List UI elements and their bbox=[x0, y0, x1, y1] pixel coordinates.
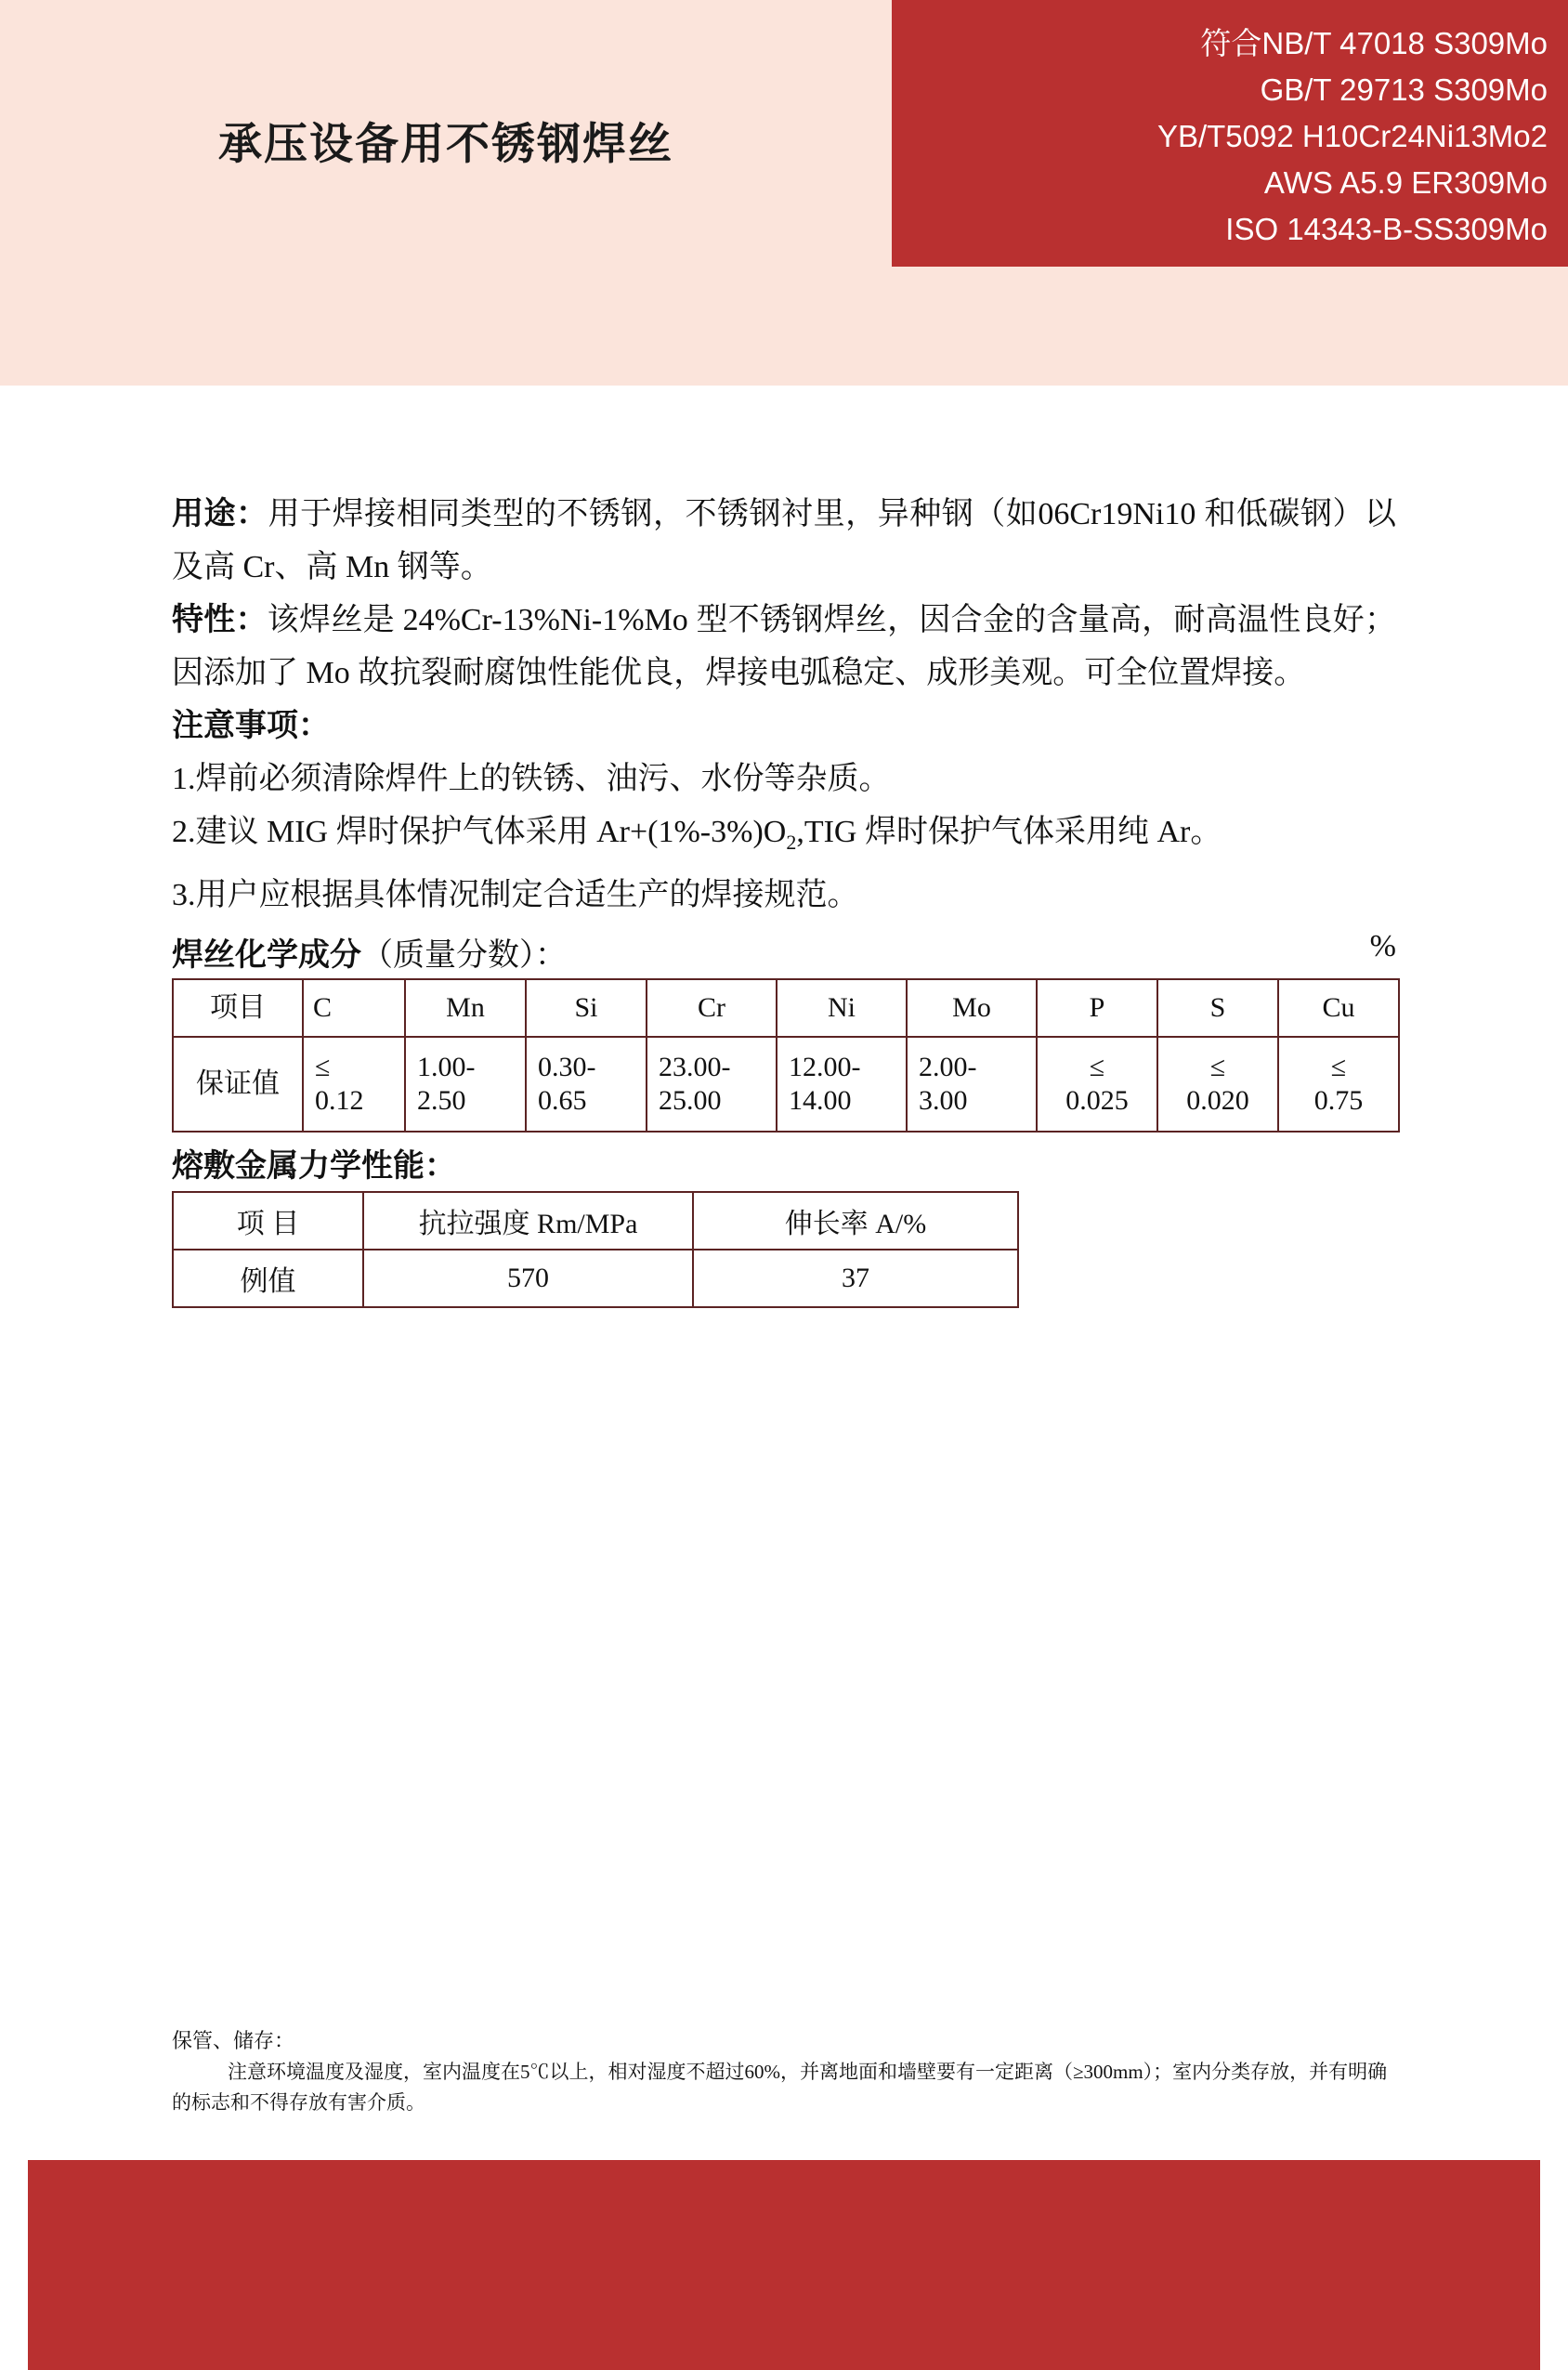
mech-section-title: 熔敷金属力学性能： bbox=[172, 1147, 456, 1184]
note-1: 1.焊前必须清除焊件上的铁锈、油污、水份等杂质。 bbox=[172, 762, 891, 796]
chem-header-s: S bbox=[1157, 979, 1278, 1037]
chem-value-cr bbox=[647, 1037, 777, 1132]
standard-line-4: AWS A5.9 ER309Mo bbox=[1263, 165, 1548, 200]
chem-header-mo: Mo bbox=[907, 979, 1037, 1037]
storage-note bbox=[172, 2025, 1398, 2118]
mech-value-elongation: 37 bbox=[693, 1250, 1018, 1307]
chem-value-p-bottom: 0.025 bbox=[1065, 1084, 1129, 1116]
chem-value-si-top: 0.30- bbox=[538, 1051, 596, 1082]
chem-header-ni: Ni bbox=[777, 979, 907, 1037]
chem-value-mn-top: 1.00- bbox=[417, 1051, 476, 1082]
chem-value-c-bottom: 0.12 bbox=[315, 1084, 364, 1116]
mech-header-elongation: 伸长率 A/% bbox=[693, 1192, 1018, 1250]
mech-row-label: 例值 bbox=[173, 1250, 363, 1307]
page-title: 承压设备用不锈钢焊丝 bbox=[218, 119, 673, 168]
chemical-composition-table bbox=[172, 978, 1400, 1133]
table-row bbox=[173, 979, 1399, 1037]
note-2-subscript: 2 bbox=[786, 830, 797, 854]
feature-block bbox=[0, 594, 1568, 700]
chem-value-ni-bottom: 14.00 bbox=[789, 1084, 852, 1116]
chem-table-wrap bbox=[0, 978, 1568, 1133]
note-3: 3.用户应根据具体情况制定合适生产的焊接规范。 bbox=[172, 877, 859, 912]
chem-value-cr-bottom: 25.00 bbox=[659, 1084, 722, 1116]
notes-label: 注意事项： bbox=[172, 708, 330, 743]
chem-value-p bbox=[1037, 1037, 1157, 1132]
chem-header-cr: Cr bbox=[647, 979, 777, 1037]
chem-header-si: Si bbox=[526, 979, 647, 1037]
chem-title-normal: （质量分数）： bbox=[361, 937, 567, 973]
chem-header-c: C bbox=[303, 979, 405, 1037]
standards-panel bbox=[892, 0, 1568, 267]
notes-block bbox=[0, 700, 1568, 922]
chem-value-c-top: ≤ bbox=[315, 1051, 331, 1082]
standard-line-1: 符合NB/T 47018 S309Mo bbox=[1200, 26, 1548, 60]
table-row bbox=[173, 1037, 1399, 1132]
table-row bbox=[173, 1192, 1018, 1250]
usage-paragraph bbox=[172, 488, 1396, 594]
storage-note-text: 注意环境温度及湿度，室内温度在5℃以上，相对湿度不超过60%，并离地面和墙壁要有一定距离（≥300mm）；室内分类存放，并有明确的标志和不得存放有害介质。 bbox=[172, 2061, 1388, 2114]
mech-header-item: 项 目 bbox=[173, 1192, 363, 1250]
mechanical-properties-table bbox=[172, 1191, 1019, 1308]
chem-value-ni bbox=[777, 1037, 907, 1132]
chem-header-cu: Cu bbox=[1278, 979, 1399, 1037]
usage-block bbox=[0, 386, 1568, 594]
chem-value-p-top: ≤ bbox=[1089, 1051, 1105, 1082]
mech-table-wrap bbox=[0, 1191, 1568, 1308]
chem-section-title bbox=[0, 922, 1568, 978]
usage-label: 用途： bbox=[172, 496, 268, 531]
chem-value-cu bbox=[1278, 1037, 1399, 1132]
chem-value-s-top: ≤ bbox=[1209, 1051, 1226, 1082]
chem-value-s-bottom: 0.020 bbox=[1186, 1084, 1249, 1116]
chem-value-mn-bottom: 2.50 bbox=[417, 1084, 466, 1116]
chem-value-si bbox=[526, 1037, 647, 1132]
standard-line-3: YB/T5092 H10Cr24Ni13Mo2 bbox=[1156, 119, 1548, 153]
chem-title-bold: 焊丝化学成分 bbox=[172, 936, 361, 973]
chem-value-cu-top: ≤ bbox=[1330, 1051, 1347, 1082]
chem-header-item: 项目 bbox=[173, 979, 303, 1037]
usage-text: 用于焊接相同类型的不锈钢，不锈钢衬里，异种钢（如06Cr19Ni10 和低碳钢）以及高 Cr、高 Mn 钢等。 bbox=[172, 497, 1397, 584]
chem-header-mn: Mn bbox=[405, 979, 526, 1037]
chem-value-cr-top: 23.00- bbox=[659, 1051, 731, 1082]
chem-value-mo-bottom: 3.00 bbox=[919, 1084, 968, 1116]
chem-value-mn bbox=[405, 1037, 526, 1132]
standard-line-5: ISO 14343-B-SS309Mo bbox=[1225, 212, 1548, 246]
standard-line-2: GB/T 29713 S309Mo bbox=[1260, 72, 1548, 107]
feature-label: 特性： bbox=[172, 602, 268, 637]
storage-note-title: 保管、储存： bbox=[172, 2029, 295, 2052]
table-row bbox=[173, 1250, 1018, 1307]
chem-row-label: 保证值 bbox=[173, 1037, 303, 1132]
note-2-post: ,TIG 焊时保护气体采用纯 Ar。 bbox=[796, 815, 1222, 849]
chem-unit: % bbox=[1369, 928, 1396, 963]
chem-value-c bbox=[303, 1037, 405, 1132]
chem-value-mo bbox=[907, 1037, 1037, 1132]
footer-bar bbox=[28, 2160, 1540, 2370]
document-content bbox=[0, 386, 1568, 1308]
feature-paragraph bbox=[172, 594, 1396, 700]
note-2 bbox=[172, 805, 1396, 869]
feature-text: 该焊丝是 24%Cr-13%Ni-1%Mo 型不锈钢焊丝，因合金的含量高，耐高温性良好；因添加了 Mo 故抗裂耐腐蚀性能优良，焊接电弧稳定、成形美观。可全位置焊接。 bbox=[172, 603, 1397, 690]
chem-value-s bbox=[1157, 1037, 1278, 1132]
mech-header-tensile: 抗拉强度 Rm/MPa bbox=[363, 1192, 693, 1250]
chem-value-cu-bottom: 0.75 bbox=[1313, 1084, 1364, 1116]
chem-value-ni-top: 12.00- bbox=[789, 1051, 861, 1082]
chem-value-si-bottom: 0.65 bbox=[538, 1084, 587, 1116]
notes-heading bbox=[172, 700, 1396, 753]
chem-header-p: P bbox=[1037, 979, 1157, 1037]
page-header bbox=[0, 0, 1568, 386]
note-2-pre: 2.建议 MIG 焊时保护气体采用 Ar+(1%-3%)O bbox=[172, 815, 787, 849]
mech-value-tensile: 570 bbox=[363, 1250, 693, 1307]
chem-value-mo-top: 2.00- bbox=[919, 1051, 977, 1082]
